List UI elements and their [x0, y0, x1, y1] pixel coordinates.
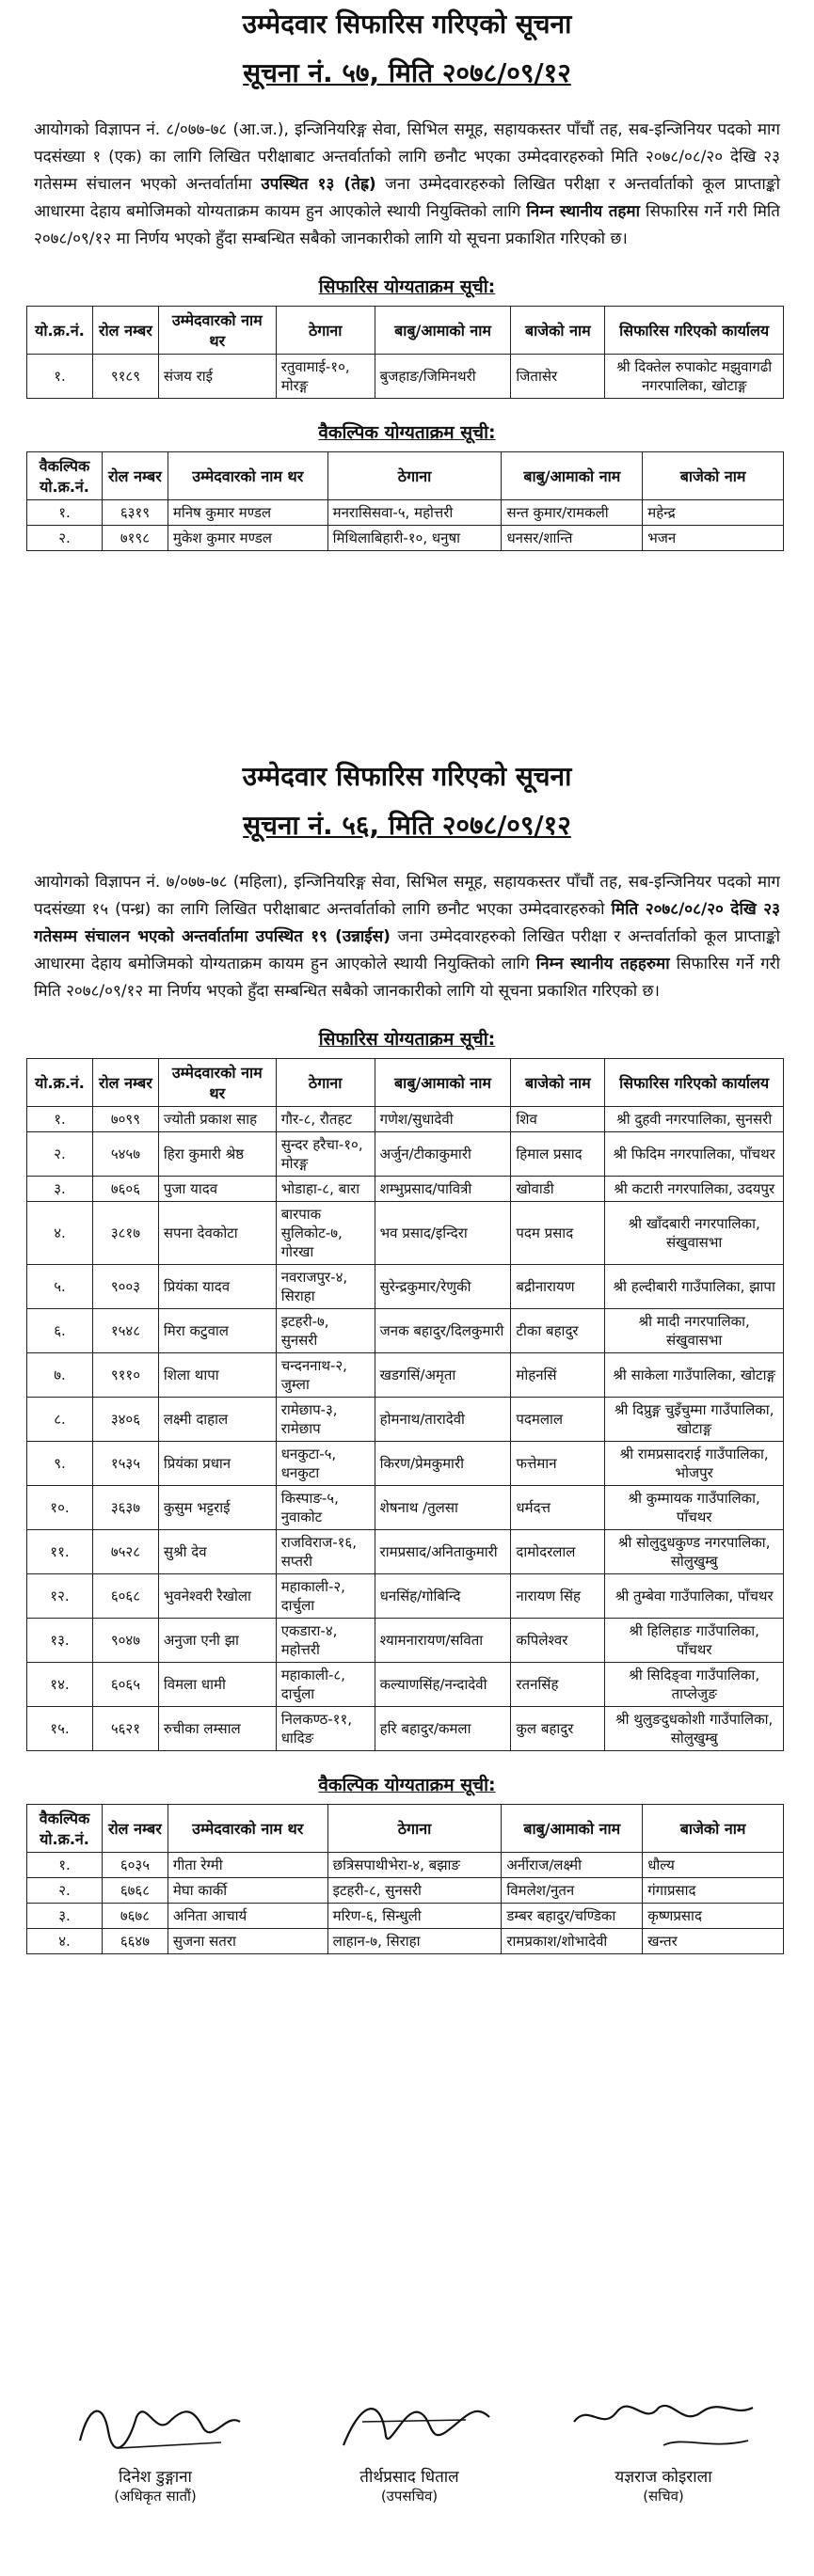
table-cell: श्री सोलुदुधकुण्ड नगरपालिका, सोलुखुम्बु [605, 1530, 784, 1574]
column-header: यो.क्र.नं. [27, 307, 93, 355]
table-row [27, 1177, 784, 1202]
table-cell: प्रियंका यादव [158, 1265, 276, 1309]
table-cell: संजय राई [158, 355, 276, 399]
table-row [27, 1878, 784, 1904]
table-cell: गणेश/सुधादेवी [375, 1107, 511, 1132]
notice-paragraph [34, 869, 780, 1005]
column-header: उम्मेदवारको नाम थर [158, 1059, 276, 1107]
table-row [27, 1202, 784, 1265]
table-row [27, 1132, 784, 1177]
table-cell: श्यामनारायण/सविता [375, 1619, 511, 1663]
column-header: ठेगाना [327, 1805, 502, 1853]
merit-list-title: सिफारिस योग्यताक्रम सूची: [318, 1029, 496, 1050]
table-cell: ९१८९ [92, 355, 158, 399]
handwritten-signature-icon [315, 2394, 503, 2459]
table-cell: सुजना सतरा [168, 1929, 327, 1954]
table-cell: होमनाथ/तारादेवी [375, 1398, 511, 1442]
table-cell: ५४५७ [92, 1132, 158, 1177]
table-cell: निलकण्ठ-११, धादिङ [276, 1707, 375, 1751]
table-cell: २. [27, 1132, 93, 1177]
para-text: सिफारिस गर्ने गरी मिति २०७८/०९/१२ मा निर्णय भएको हुँदा सम्बन्धित सबैको जानकारीको लागि यो सूचना प्रकाशित गरिएको छ। [34, 202, 780, 248]
table-cell: ३. [27, 1904, 103, 1929]
table-cell: मरिण-६, सिन्धुली [327, 1904, 502, 1929]
table-cell: इटहरी-७, सुनसरी [276, 1309, 375, 1353]
table-cell: गंगाप्रसाद [643, 1878, 784, 1904]
table-cell: अर्जुन/टीकाकुमारी [375, 1132, 511, 1177]
table-cell: सुश्री देव [158, 1530, 276, 1574]
table-cell: श्री सिदिङ्वा गाउँपालिका, ताप्लेजुङ [605, 1663, 784, 1707]
table-cell: प्रियंका प्रधान [158, 1442, 276, 1486]
signatory-post: (अधिकृत सातौं) [114, 2488, 197, 2505]
handwritten-signature-icon [61, 2394, 249, 2459]
table-cell: श्री फिदिम नगरपालिका, पाँचथर [605, 1132, 784, 1177]
signatory-name: तीर्थप्रसाद धिताल [359, 2468, 459, 2487]
notice-subtitle-text: सूचना नं. ५७, मिति २०७८/०९/१२ [243, 57, 571, 88]
table-cell: धनकुटा-५, धनकुटा [276, 1442, 375, 1486]
table-cell: २. [27, 1878, 103, 1904]
table-cell: ७. [27, 1353, 93, 1398]
table-cell: छत्रिसपाथीभेरा-४, बझाङ [327, 1853, 502, 1878]
column-header: उम्मेदवारको नाम थर [168, 452, 327, 500]
table-cell: १. [27, 1107, 93, 1132]
table-cell: रुचीका लम्साल [158, 1707, 276, 1751]
column-header: उम्मेदवारको नाम थर [158, 307, 276, 355]
table-cell: नवराजपुर-४, सिराहा [276, 1265, 375, 1309]
table-row [27, 526, 784, 551]
column-header: बाबु/आमाको नाम [502, 452, 643, 500]
table-cell: मुकेश कुमार मण्डल [168, 526, 327, 551]
table-cell: किस्पाङ-५, नुवाकोट [276, 1486, 375, 1530]
merit-list-title: सिफारिस योग्यताक्रम सूची: [318, 277, 496, 297]
table-cell: कृष्णप्रसाद [643, 1904, 784, 1929]
table-cell: महेन्द्र [643, 500, 784, 526]
table-cell: ६७६८ [102, 1878, 168, 1904]
table-cell: श्री खाँदबारी नगरपालिका, संखुवासभा [605, 1202, 784, 1265]
table-cell: विमला धामी [158, 1663, 276, 1707]
table-cell: ६०६५ [92, 1663, 158, 1707]
table-cell: हिरा कुमारी श्रेष्ठ [158, 1132, 276, 1177]
table-cell: १. [27, 1853, 103, 1878]
table-cell: श्री दिप्रुङ्ग चुइँचुम्मा गाउँपालिका, खोटाङ्ग [605, 1398, 784, 1442]
table-row [27, 1309, 784, 1353]
table-cell: बारपाक सुलिकोट-७, गोरखा [276, 1202, 375, 1265]
table-row [27, 1574, 784, 1619]
table-cell: ३८१७ [92, 1202, 158, 1265]
table-cell: सन्त कुमार/रामकली [502, 500, 643, 526]
table-cell: मिथिलाबिहारी-१०, धनुषा [327, 526, 502, 551]
para-text: सिफारिस गर्ने गरी मिति २०७८/०९/१२ मा निर्णय भएको हुँदा सम्बन्धित सबैको जानकारीको लागि यो सूचना प्रकाशित गरिएको छ। [34, 955, 780, 1001]
signature-2 [292, 2394, 527, 2505]
signature-block [0, 2394, 814, 2572]
signatory-name: दिनेश डुङ्गाना [119, 2468, 192, 2487]
table-cell: ६. [27, 1309, 93, 1353]
table-cell: बुजहाङ/जिमिनथरी [375, 355, 511, 399]
table-row [27, 1619, 784, 1663]
table-cell: किरण/प्रेमकुमारी [375, 1442, 511, 1486]
column-header: बाजेको नाम [643, 452, 784, 500]
table-row [27, 1442, 784, 1486]
column-header: बाजेको नाम [511, 1059, 605, 1107]
table-row [27, 1663, 784, 1707]
table-cell: अनुजा एनी झा [158, 1619, 276, 1663]
table-row [27, 1853, 784, 1878]
table-cell: अर्नीराज/लक्ष्मी [502, 1853, 643, 1878]
signatory-name: यज्ञराज कोइराला [614, 2468, 712, 2487]
table-cell: श्री साकेला गाउँपालिका, खोटाङ्ग [605, 1353, 784, 1398]
table-cell: कल्याणसिंह/नन्दादेवी [375, 1663, 511, 1707]
table-cell: शेषनाथ /तुलसा [375, 1486, 511, 1530]
table-cell: श्री कुम्मायक गाउँपालिका, पाँचथर [605, 1486, 784, 1530]
signature-1 [38, 2394, 273, 2505]
alt-table [26, 451, 784, 551]
table-cell: ६०३५ [102, 1853, 168, 1878]
table-cell: धर्मदत्त [511, 1486, 605, 1530]
table-cell: गीता रेग्मी [168, 1853, 327, 1878]
table-cell: १. [27, 355, 93, 399]
table-cell: पदमलाल [511, 1398, 605, 1442]
table-cell: कुसुम भट्टराई [158, 1486, 276, 1530]
notice-subtitle [0, 55, 814, 90]
table-cell: डम्बर बहादुर/चण्डिका [502, 1904, 643, 1929]
table-cell: ४. [27, 1202, 93, 1265]
table-cell: सपना देवकोटा [158, 1202, 276, 1265]
para-bold: मिति २०७८/०८/२० देखि २३ गतेसम्म संचालन भएको अन्तर्वार्तामा उपस्थित १९ (उन्नाईस) [34, 900, 780, 946]
table-cell: जितासेर [511, 355, 605, 399]
table-cell: ६३१९ [102, 500, 168, 526]
column-header: ठेगाना [276, 1059, 375, 1107]
table-cell: ५६२१ [92, 1707, 158, 1751]
table-row [27, 1929, 784, 1954]
table-cell: रामप्रसाद/अनिताकुमारी [375, 1530, 511, 1574]
column-header: सिफारिस गरिएको कार्यालय [605, 307, 784, 355]
notice-subtitle [0, 807, 814, 843]
table-cell: १. [27, 500, 103, 526]
table-cell: ३. [27, 1177, 93, 1202]
table-cell: १४. [27, 1663, 93, 1707]
table-cell: ७५२८ [92, 1530, 158, 1574]
table-cell: पदम प्रसाद [511, 1202, 605, 1265]
table-cell: टीका बहादुर [511, 1309, 605, 1353]
table-cell: महाकाली-८, दार्चुला [276, 1663, 375, 1707]
table-cell: ६६४७ [102, 1929, 168, 1954]
table-cell: ४. [27, 1929, 103, 1954]
table-cell: १५. [27, 1707, 93, 1751]
table-cell: मनिष कुमार मण्डल [168, 500, 327, 526]
table-cell: शिला थापा [158, 1353, 276, 1398]
table-cell: ज्योती प्रकाश साह [158, 1107, 276, 1132]
signatory-post: (उपसचिव) [380, 2488, 439, 2505]
table-cell: कुल बहादुर [511, 1707, 605, 1751]
table-cell: ७०९९ [92, 1107, 158, 1132]
merit-table [26, 306, 784, 399]
column-header: रोल नम्बर [92, 1059, 158, 1107]
table-cell: गौर-८, रौतहट [276, 1107, 375, 1132]
table-cell: इटहरी-८, सुनसरी [327, 1878, 502, 1904]
table-cell: नारायण सिंह [511, 1574, 605, 1619]
para-text: आयोगको विज्ञापन नं. ८/०७७-७८ (आ.ज.), इन्जिनियरिङ्ग सेवा, सिभिल समूह, सहायकस्तर पाँचौं तह, सब-इन्जिनियर पदको माग पदसंख्या १ (एक) का लागि लिखित परीक्षाबाट अन्तर्वार्ताको लागि छनौट भएका उम्मेदवारहरुको मिति २०७८/०८/२० देखि २३ गतेसम्म संचालन भएको अन्तर्वार्तामा [34, 120, 780, 194]
notice-title: उम्मेदवार सिफारिस गरिएको सूचना [242, 8, 572, 40]
table-row [27, 1398, 784, 1442]
table-cell: अनिता आचार्य [168, 1904, 327, 1929]
table-cell: मेघा कार्की [168, 1878, 327, 1904]
column-header: रोल नम्बर [92, 307, 158, 355]
column-header: बाबु/आमाको नाम [375, 1059, 511, 1107]
table-cell: हिमाल प्रसाद [511, 1132, 605, 1177]
table-row [27, 1265, 784, 1309]
alt-list-title: वैकल्पिक योग्यताक्रम सूची: [318, 422, 496, 443]
table-cell: लाहान-७, सिराहा [327, 1929, 502, 1954]
table-cell: एकडारा-४, महोत्तरी [276, 1619, 375, 1663]
notice-subtitle-text: सूचना नं. ५६, मिति २०७८/०९/१२ [243, 810, 571, 841]
table-cell: रतुवामाई-१०, मोरङ्ग [276, 355, 375, 399]
table-cell: कपिलेश्वर [511, 1619, 605, 1663]
table-cell: रामेछाप-३, रामेछाप [276, 1398, 375, 1442]
table-cell: जनक बहादुर/दिलकुमारी [375, 1309, 511, 1353]
column-header: बाजेको नाम [643, 1805, 784, 1853]
table-cell: बद्रीनारायण [511, 1265, 605, 1309]
table-cell: रतनसिंह [511, 1663, 605, 1707]
table-row [27, 1530, 784, 1574]
table-cell: श्री हिलिहाङ गाउँपालिका, पाँचथर [605, 1619, 784, 1663]
table-cell: श्री मादी नगरपालिका, संखुवासभा [605, 1309, 784, 1353]
table-cell: श्री हल्दीबारी गाउँपालिका, झापा [605, 1265, 784, 1309]
merit-table [26, 1058, 784, 1751]
table-row [27, 1486, 784, 1530]
alt-table [26, 1804, 784, 1954]
table-cell: खडगसिं/अमृता [375, 1353, 511, 1398]
table-cell: ७१९८ [102, 526, 168, 551]
table-cell: ३४०६ [92, 1398, 158, 1442]
table-cell: खन्तर [643, 1929, 784, 1954]
table-cell: १३. [27, 1619, 93, 1663]
table-cell: महाकाली-२, दार्चुला [276, 1574, 375, 1619]
column-header: सिफारिस गरिएको कार्यालय [605, 1059, 784, 1107]
table-cell: श्री रामप्रसादराई गाउँपालिका, भोजपुर [605, 1442, 784, 1486]
table-cell: श्री दिक्तेल रुपाकोट मझुवागढी नगरपालिका, खोटाङ्ग [605, 355, 784, 399]
table-row [27, 1904, 784, 1929]
table-cell: राजविराज-१६, सप्तरी [276, 1530, 375, 1574]
table-cell: धनसर/शान्ति [502, 526, 643, 551]
table-cell: ५. [27, 1265, 93, 1309]
table-cell: ८. [27, 1398, 93, 1442]
table-cell: ७६०६ [92, 1177, 158, 1202]
table-row [27, 355, 784, 399]
column-header: बाबु/आमाको नाम [375, 307, 511, 355]
para-text: जना उम्मेदवारहरुको लिखित परीक्षा र अन्तर्वार्ताको कूल प्राप्ताङ्को आधारमा देहाय बमोजिमको योग्यताक्रम कायम हुन आएकोले स्थायी नियुक्तिको लागि [34, 927, 780, 973]
table-cell: रामप्रकाश/शोभादेवी [502, 1929, 643, 1954]
table-cell: ९००३ [92, 1265, 158, 1309]
table-cell: भव प्रसाद/इन्दिरा [375, 1202, 511, 1265]
table-cell: ११. [27, 1530, 93, 1574]
column-header: यो.क्र.नं. [27, 1059, 93, 1107]
para-bold: उपस्थित १३ (तेह्र) [261, 175, 376, 194]
table-cell: ७६७८ [102, 1904, 168, 1929]
notice-paragraph [34, 117, 780, 253]
table-cell: भुवनेश्वरी रैखोला [158, 1574, 276, 1619]
para-bold: निम्न स्थानीय तहमा [526, 202, 640, 221]
table-cell: श्री कटारी नगरपालिका, उदयपुर [605, 1177, 784, 1202]
table-cell: भोडाहा-८, बारा [276, 1177, 375, 1202]
para-text: जना उम्मेदवारहरुको लिखित परीक्षा र अन्तर्वार्ताको कूल प्राप्ताङ्को आधारमा देहाय बमोजिमको योग्यताक्रम कायम हुन आएकोले स्थायी नियुक्तिको लागि [34, 175, 780, 221]
column-header: उम्मेदवारको नाम थर [168, 1805, 327, 1853]
table-cell: ९११० [92, 1353, 158, 1398]
column-header: ठेगाना [276, 307, 375, 355]
table-cell: १२. [27, 1574, 93, 1619]
handwritten-signature-icon [560, 2394, 767, 2459]
notice-title: उम्मेदवार सिफारिस गरिएको सूचना [242, 761, 572, 792]
table-cell: श्री दुहवी नगरपालिका, सुनसरी [605, 1107, 784, 1132]
table-cell: सुरेन्द्रकुमार/रेणुकी [375, 1265, 511, 1309]
table-cell: पुजा यादव [158, 1177, 276, 1202]
alt-list-title: वैकल्पिक योग्यताक्रम सूची: [318, 1775, 496, 1795]
table-cell: फत्तेमान [511, 1442, 605, 1486]
column-header: रोल नम्बर [102, 1805, 168, 1853]
table-cell: हरि बहादुर/कमला [375, 1707, 511, 1751]
notice-56 [0, 752, 814, 1954]
table-cell: चन्दननाथ-२, जुम्ला [276, 1353, 375, 1398]
table-cell: धौल्य [643, 1853, 784, 1878]
table-cell: विमलेश/नुतन [502, 1878, 643, 1904]
table-row [27, 1707, 784, 1751]
table-cell: ३६३७ [92, 1486, 158, 1530]
column-header: बाबु/आमाको नाम [502, 1805, 643, 1853]
table-cell: ६०६८ [92, 1574, 158, 1619]
table-cell: भजन [643, 526, 784, 551]
signature-3 [546, 2394, 781, 2505]
table-cell: धनसिंह/गोबिन्दि [375, 1574, 511, 1619]
table-cell: मिरा कटुवाल [158, 1309, 276, 1353]
table-row [27, 500, 784, 526]
table-cell: श्री तुम्बेवा गाउँपालिका, पाँचथर [605, 1574, 784, 1619]
table-row [27, 1107, 784, 1132]
para-text: आयोगको विज्ञापन नं. ७/०७७-७८ (महिला), इन्जिनियरिङ्ग सेवा, सिभिल समूह, सहायकस्तर पाँचौं तह, सब-इन्जिनियर पदको माग पदसंख्या १५ (पन्ध्र) का लागि लिखित परीक्षाबाट अन्तर्वार्ताको लागि छनौट भएका उम्मेदवारहरुको [34, 873, 780, 919]
table-cell: मोहनसिं [511, 1353, 605, 1398]
para-bold: निम्न स्थानीय तहहरुमा [535, 955, 670, 973]
table-cell: १५४८ [92, 1309, 158, 1353]
notice-57 [0, 0, 814, 551]
table-cell: २. [27, 526, 103, 551]
table-cell: लक्ष्मी दाहाल [158, 1398, 276, 1442]
table-cell: ९. [27, 1442, 93, 1486]
table-cell: शिव [511, 1107, 605, 1132]
column-header: बाजेको नाम [511, 307, 605, 355]
table-cell: १५३५ [92, 1442, 158, 1486]
table-cell: ९०४७ [92, 1619, 158, 1663]
column-header: ठेगाना [327, 452, 502, 500]
table-cell: खोवाडी [511, 1177, 605, 1202]
table-cell: मनरासिसवा-५, महोत्तरी [327, 500, 502, 526]
column-header: रोल नम्बर [102, 452, 168, 500]
table-cell: श्री थुलुङदुधकोशी गाउँपालिका, सोलुखुम्बु [605, 1707, 784, 1751]
table-cell: १०. [27, 1486, 93, 1530]
table-cell: दामोदरलाल [511, 1530, 605, 1574]
table-row [27, 1353, 784, 1398]
signatory-post: (सचिव) [643, 2488, 684, 2505]
table-cell: सुन्दर हरैचा-१०, मोरङ्ग [276, 1132, 375, 1177]
table-cell: शम्भुप्रसाद/पावित्री [375, 1177, 511, 1202]
column-header: वैकल्पिक यो.क्र.नं. [27, 452, 103, 500]
column-header: वैकल्पिक यो.क्र.नं. [27, 1805, 103, 1853]
